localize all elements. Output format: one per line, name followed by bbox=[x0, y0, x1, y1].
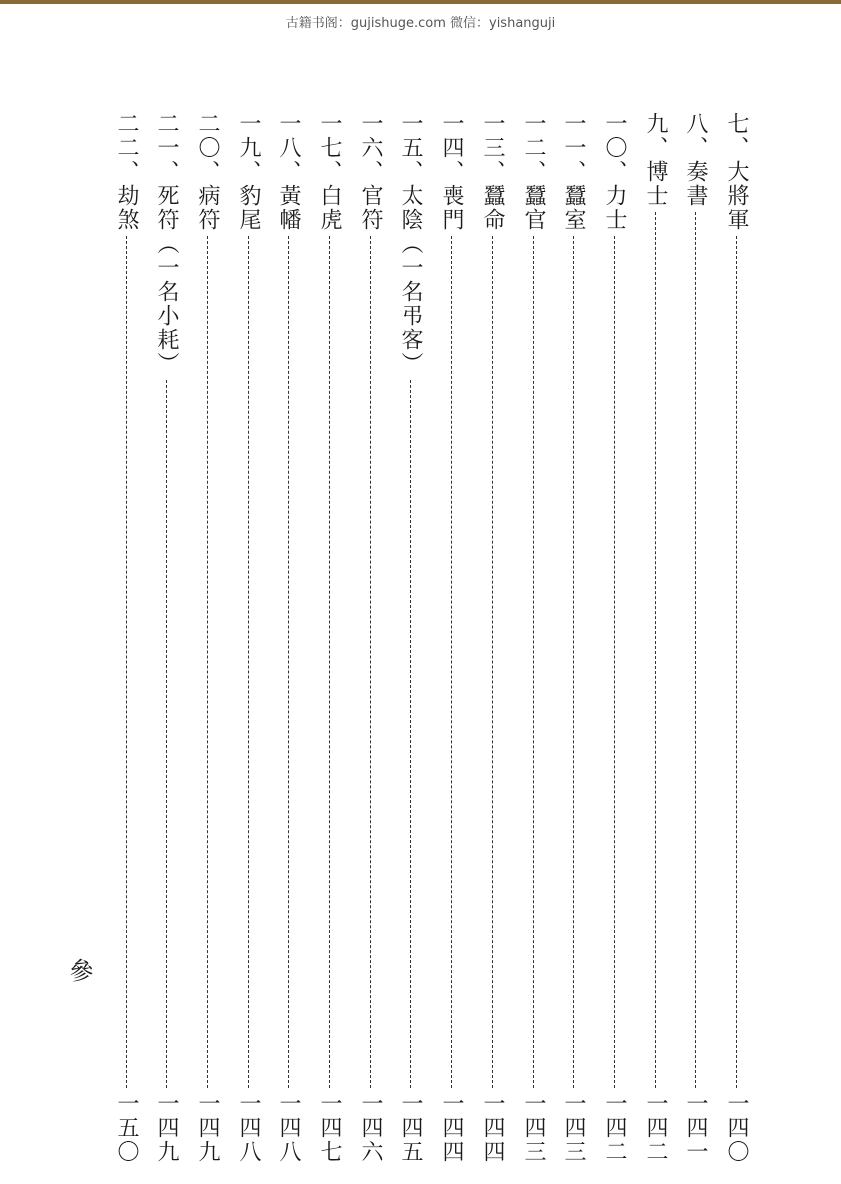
leader-line bbox=[655, 212, 656, 1088]
toc-entry-page: 一四二 bbox=[643, 1092, 668, 1164]
leader-line bbox=[573, 236, 574, 1088]
toc-entry-title: 一〇、力士 bbox=[602, 112, 627, 232]
toc-entry-page: 一四六 bbox=[358, 1092, 383, 1164]
toc-entry-page: 一四二 bbox=[602, 1092, 627, 1164]
toc-entry bbox=[396, 112, 424, 1164]
toc-entry-title: 九、博士 bbox=[643, 112, 668, 208]
toc-entry-title: 二一、死符（一名小耗） bbox=[154, 112, 179, 376]
toc-entry-title: 一七、白虎 bbox=[317, 112, 342, 232]
toc-entry-title: 一九、豹尾 bbox=[236, 112, 261, 232]
toc-entry bbox=[559, 112, 587, 1164]
toc-entry-page: 一五〇 bbox=[114, 1092, 139, 1164]
toc-entry-title: 一一、蠶室 bbox=[561, 112, 586, 232]
toc-entry bbox=[234, 112, 262, 1164]
leader-line bbox=[533, 236, 534, 1088]
leader-line bbox=[695, 212, 696, 1088]
toc-entry-page: 一四八 bbox=[236, 1092, 261, 1164]
toc-entry bbox=[681, 112, 709, 1164]
side-label: 參 bbox=[65, 958, 93, 982]
leader-line bbox=[451, 236, 452, 1088]
leader-line bbox=[329, 236, 330, 1088]
leader-line bbox=[736, 236, 737, 1088]
toc-entry-page: 一四九 bbox=[154, 1092, 179, 1164]
top-border bbox=[0, 0, 841, 4]
toc-entry bbox=[274, 112, 302, 1164]
toc-entry-page: 一四九 bbox=[195, 1092, 220, 1164]
toc-entry bbox=[478, 112, 506, 1164]
leader-line bbox=[207, 236, 208, 1088]
toc-entry-title: 二二、劫煞 bbox=[114, 112, 139, 232]
toc-entry-page: 一四一 bbox=[683, 1092, 708, 1164]
toc-entry-title: 一二、蠶官 bbox=[521, 112, 546, 232]
toc-entry-title: 八、奏書 bbox=[683, 112, 708, 208]
toc-entry-page: 一四〇 bbox=[724, 1092, 749, 1164]
leader-line bbox=[166, 380, 167, 1088]
toc-entry-title: 一六、官符 bbox=[358, 112, 383, 232]
toc-entry-title: 一八、黃幡 bbox=[276, 112, 301, 232]
toc-entry-page: 一四三 bbox=[561, 1092, 586, 1164]
toc-entry bbox=[437, 112, 465, 1164]
leader-line bbox=[248, 236, 249, 1088]
toc-entry-page: 一四四 bbox=[480, 1092, 505, 1164]
toc-entry-title: 一四、喪門 bbox=[439, 112, 464, 232]
toc-entry-page: 一四五 bbox=[398, 1092, 423, 1164]
toc-entry-page: 一四七 bbox=[317, 1092, 342, 1164]
leader-line bbox=[492, 236, 493, 1088]
leader-line bbox=[614, 236, 615, 1088]
leader-line bbox=[370, 236, 371, 1088]
toc-entry bbox=[315, 112, 343, 1164]
toc-entry-page: 一四八 bbox=[276, 1092, 301, 1164]
toc-entry-title: 七、大將軍 bbox=[724, 112, 749, 232]
toc-entry-title: 一三、蠶命 bbox=[480, 112, 505, 232]
leader-line bbox=[410, 380, 411, 1088]
toc-entry bbox=[112, 112, 140, 1164]
toc-entry-title: 二〇、病符 bbox=[195, 112, 220, 232]
toc-entry-page: 一四三 bbox=[521, 1092, 546, 1164]
watermark: 古籍书阁：gujishuge.com 微信：yishanguji bbox=[285, 16, 556, 31]
toc-entry-title: 一五、太陰（一名弔客） bbox=[398, 112, 423, 376]
toc-entry bbox=[356, 112, 384, 1164]
toc-entry bbox=[193, 112, 221, 1164]
toc-entry bbox=[641, 112, 669, 1164]
toc-entry bbox=[722, 112, 750, 1164]
leader-line bbox=[288, 236, 289, 1088]
toc-entry-page: 一四四 bbox=[439, 1092, 464, 1164]
toc-entry bbox=[519, 112, 547, 1164]
toc-entry bbox=[152, 112, 180, 1164]
toc-entry bbox=[600, 112, 628, 1164]
leader-line bbox=[126, 236, 127, 1088]
